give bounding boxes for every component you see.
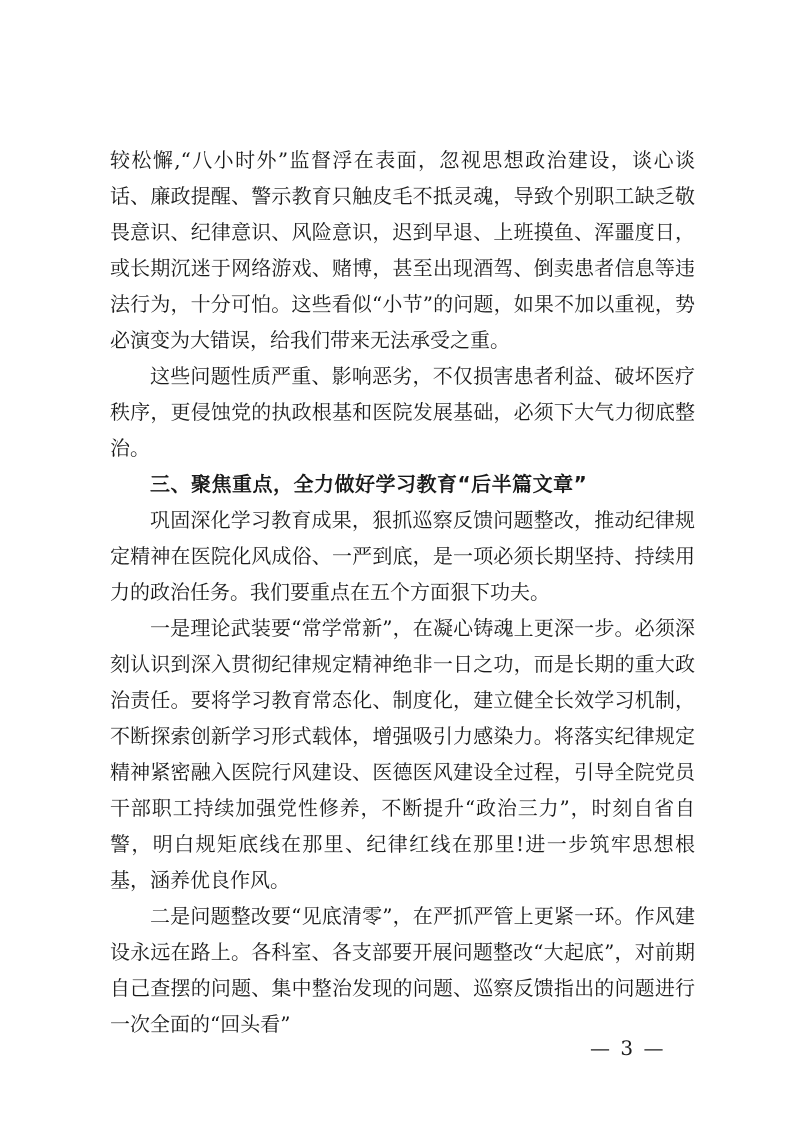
paragraph-continuation: 较松懈,“八小时外”监督浮在表面，忽视思想政治建设，谈心谈话、廉政提醒、警示教育只触皮毛不抵灵魂，导致个别职工缺乏敬畏意识、纪律意识、风险意识，迟到早退、上班摸鱼、浑噩度日，或长期沉迷于网络游戏、赌博，甚至出现酒驾、倒卖患者信息等违法行为，十分可怕。这些看似“小节”的问题，如果不加以重视，势必演变为大错误，给我们带来无法承受之重。 (110, 148, 695, 352)
paragraph-section-intro: 巩固深化学习教育成果，狠抓巡察反馈问题整改，推动纪律规定精神在医院化风成俗、一严到底，是一项必须长期坚持、持续用力的政治任务。我们要重点在五个方面狠下功夫。 (110, 508, 695, 604)
document-body (110, 142, 695, 1042)
paragraph-problem-summary: 这些问题性质严重、影响恶劣，不仅损害患者利益、破坏医疗秩序，更侵蚀党的执政根基和医院发展基础，必须下大气力彻底整治。 (110, 364, 695, 460)
paragraph-point-two: 二是问题整改要“见底清零”，在严抓严管上更紧一环。作风建设永远在路上。各科室、各支部要开展问题整改“大起底”，对前期自己查摆的问题、集中整治发现的问题、巡察反馈指出的问题进行一次全面的“回头看” (110, 904, 695, 1036)
paragraph-point-one: 一是理论武装要“常学常新”，在凝心铸魂上更深一步。必须深刻认识到深入贯彻纪律规定精神绝非一日之功，而是长期的重大政治责任。要将学习教育常态化、制度化，建立健全长效学习机制，不断探索创新学习形式载体，增强吸引力感染力。将落实纪律规定精神紧密融入医院行风建设、医德医风建设全过程，引导全院党员干部职工持续加强党性修养，不断提升“政治三力”，时刻自省自警，明白规矩底线在那里、纪律红线在那里!进一步筑牢思想根基，涵养优良作风。 (110, 616, 695, 892)
page-number: — 3 — (590, 1036, 666, 1060)
section-heading-three: 三、聚焦重点，全力做好学习教育“后半篇文章” (150, 472, 588, 496)
